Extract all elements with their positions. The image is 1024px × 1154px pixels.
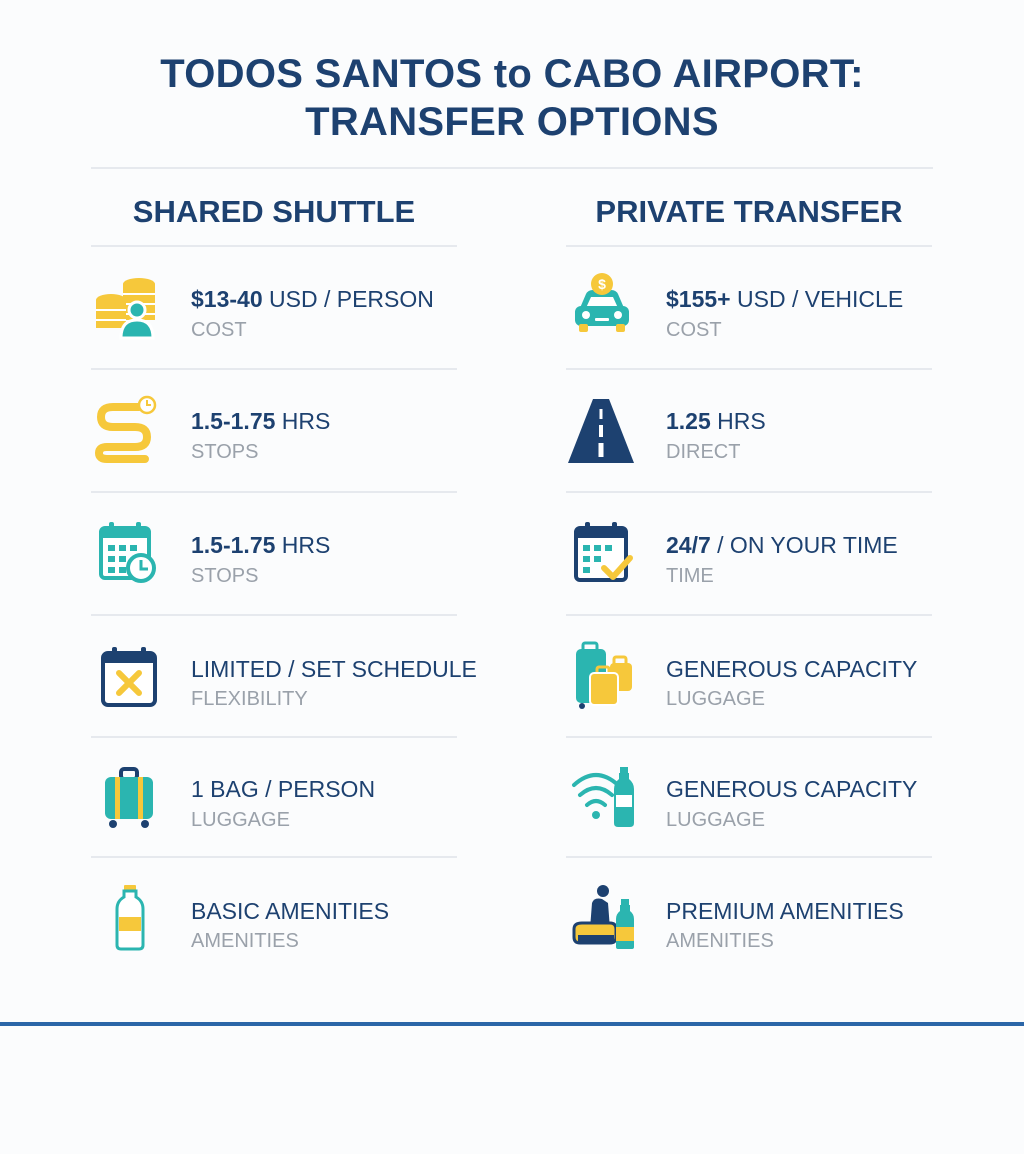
wifi-bottle-icon: [566, 763, 636, 833]
private-duration-value: 1.25 HRS: [666, 408, 766, 434]
shuttle-amenities-label: AMENITIES: [191, 930, 299, 952]
private-cost-row: [566, 246, 932, 367]
private-duration-label: DIRECT: [666, 441, 741, 463]
shuttle-cost-label: COST: [191, 319, 247, 341]
page-title: [0, 50, 1024, 146]
shuttle-luggage-row: [91, 737, 457, 858]
water-bottle-icon: [91, 883, 161, 953]
shuttle-amenities-row: [91, 857, 457, 978]
private-luggage-label: LUGGAGE: [666, 688, 765, 710]
shuttle-luggage-label: LUGGAGE: [191, 809, 290, 831]
private-luggage-row: [566, 615, 932, 736]
private-duration-row: [566, 369, 932, 490]
shuttle-flexibility-row: [91, 615, 477, 736]
shuttle-schedule-label: STOPS: [191, 565, 259, 587]
private-capacity-value: GENEROUS CAPACITY: [666, 776, 918, 802]
private-cost-label: COST: [666, 319, 722, 341]
shuttle-duration-value: 1.5-1.75 HRS: [191, 408, 331, 434]
coins-person-icon: [91, 272, 161, 342]
shared-shuttle-heading: SHARED SHUTTLE: [132, 194, 416, 229]
private-amenities-label: AMENITIES: [666, 930, 774, 952]
shuttle-schedule-value: 1.5-1.75 HRS: [191, 532, 331, 558]
calendar-clock-icon: [91, 518, 161, 588]
private-time-value: 24/7 / ON YOUR TIME: [666, 532, 898, 558]
shuttle-duration-label: STOPS: [191, 441, 259, 463]
car-dollar-icon: [566, 272, 636, 342]
svg-text:$: $: [598, 276, 606, 292]
seat-bottle-icon: [566, 883, 636, 953]
private-capacity-label: LUGGAGE: [666, 809, 765, 831]
footer-accent-line: [0, 1022, 1024, 1026]
private-amenities-row: [566, 857, 932, 978]
luggage-set-icon: [566, 641, 636, 711]
private-time-label: TIME: [666, 565, 714, 587]
shuttle-flexibility-value: LIMITED / SET SCHEDULE: [191, 656, 477, 682]
shuttle-duration-row: [91, 369, 457, 490]
title-line-1: TODOS SANTOS to CABO AIRPORT:: [160, 52, 864, 96]
private-time-row: [566, 492, 932, 613]
private-amenities-value: PREMIUM AMENITIES: [666, 898, 904, 924]
shuttle-schedule-row: [91, 492, 457, 613]
shuttle-cost-value: $13-40 USD / PERSON: [191, 286, 434, 312]
shuttle-cost-row: [91, 246, 457, 367]
private-transfer-heading: PRIVATE TRANSFER: [595, 194, 903, 229]
shuttle-flexibility-label: FLEXIBILITY: [191, 688, 308, 710]
calendar-x-icon: [91, 641, 161, 711]
title-line-2: TRANSFER OPTIONS: [305, 100, 719, 144]
private-cost-value: $155+ USD / VEHICLE: [666, 286, 904, 312]
title-divider: [91, 167, 933, 169]
private-luggage-value: GENEROUS CAPACITY: [666, 656, 918, 682]
shuttle-luggage-value: 1 BAG / PERSON: [191, 776, 376, 802]
shuttle-amenities-value: BASIC AMENITIES: [191, 898, 390, 924]
suitcase-icon: [91, 763, 161, 833]
winding-road-clock-icon: [91, 395, 161, 465]
private-capacity-row: [566, 737, 932, 858]
calendar-check-icon: [566, 518, 636, 588]
straight-road-icon: [566, 395, 636, 465]
